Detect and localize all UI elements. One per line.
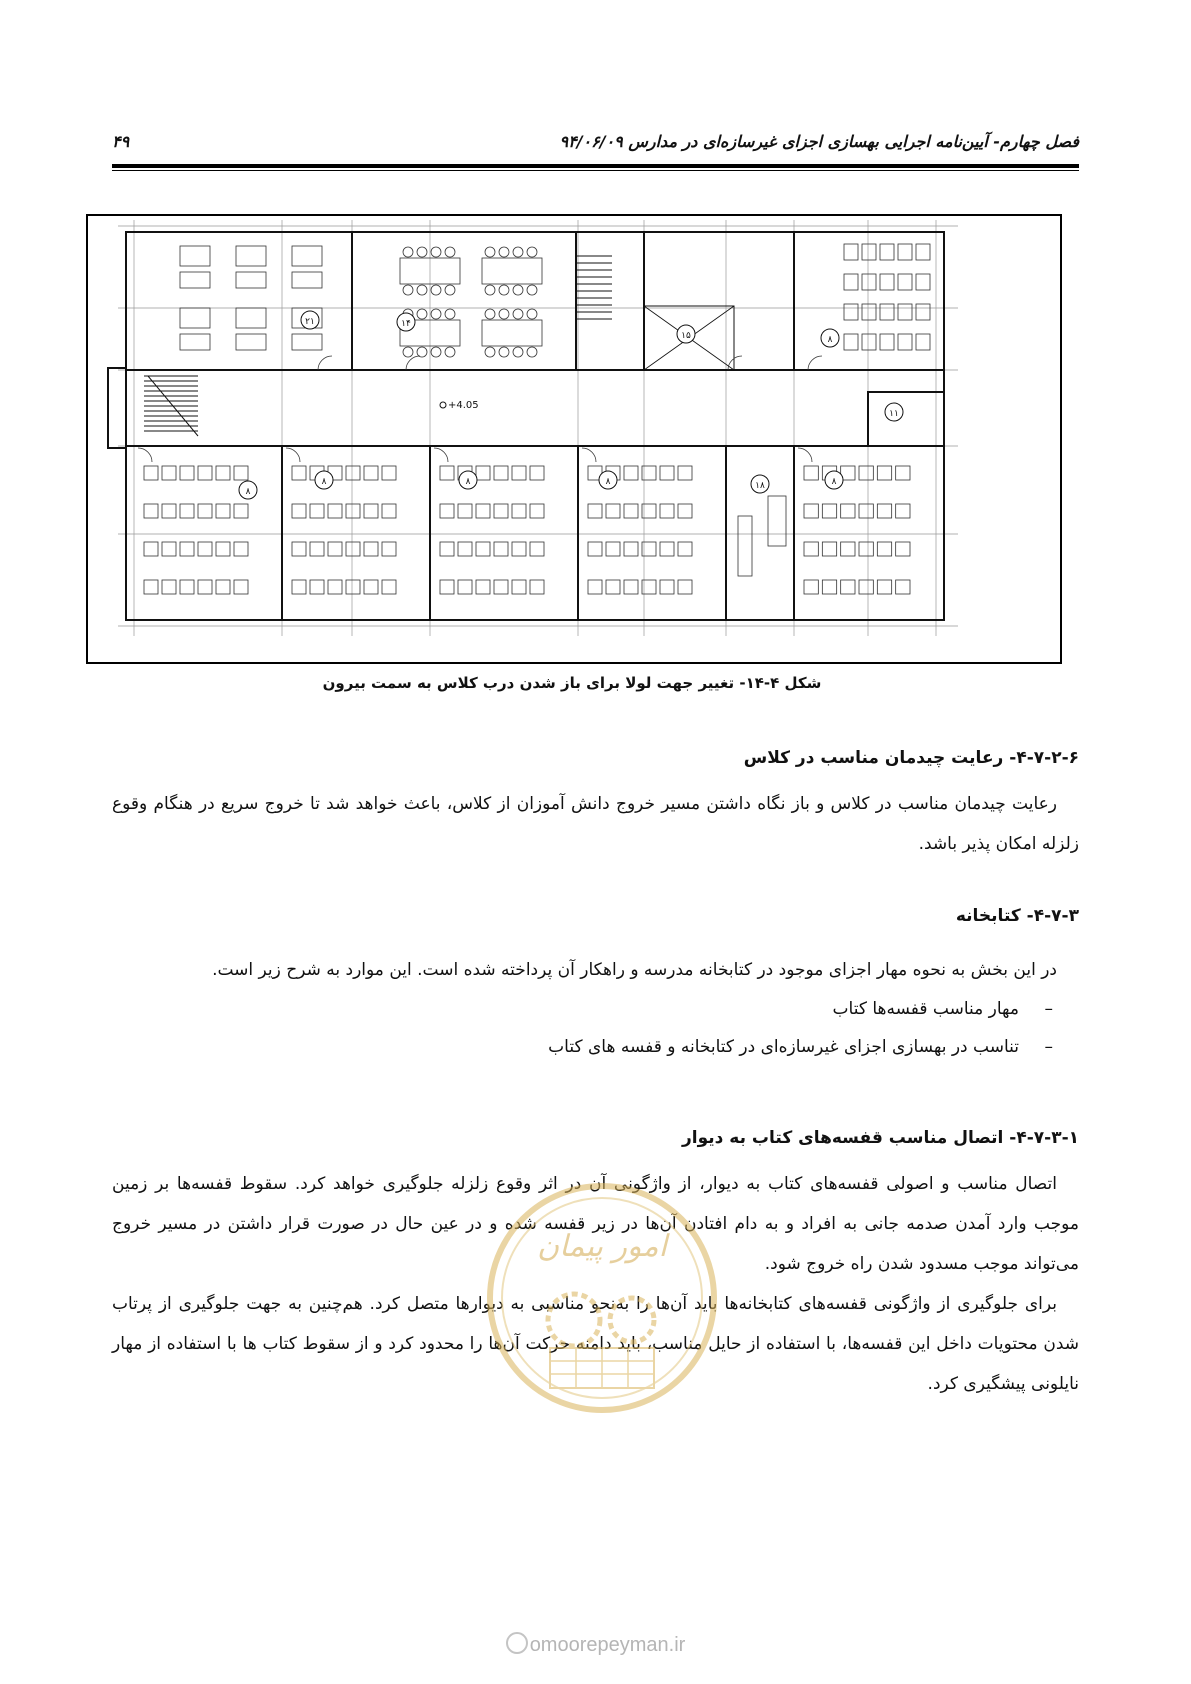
student-desk	[346, 580, 360, 594]
student-desk	[660, 542, 674, 556]
student-desk	[859, 466, 873, 480]
section-1-body	[112, 784, 1079, 864]
student-desk	[144, 466, 158, 480]
student-desk	[144, 542, 158, 556]
student-desk	[660, 466, 674, 480]
student-desk	[180, 504, 194, 518]
student-desk	[896, 580, 910, 594]
desk	[236, 246, 266, 266]
list-item-text: مهار مناسب قفسه‌ها کتاب	[832, 999, 1019, 1019]
chair	[445, 247, 455, 257]
student-desk	[896, 542, 910, 556]
section-heading: ۴-۷-۲-۶- رعایت چیدمان مناسب در کلاس	[743, 748, 1079, 768]
student-desk	[216, 466, 230, 480]
student-desk	[844, 304, 858, 320]
student-desk	[916, 274, 930, 290]
chair	[417, 347, 427, 357]
student-desk	[364, 504, 378, 518]
student-desk	[898, 244, 912, 260]
door-swing	[728, 356, 742, 370]
student-desk	[310, 504, 324, 518]
student-desk	[198, 466, 212, 480]
chair	[431, 309, 441, 319]
student-desk	[624, 542, 638, 556]
student-desk	[822, 504, 836, 518]
student-desk	[916, 244, 930, 260]
student-desk	[896, 504, 910, 518]
student-desk	[822, 580, 836, 594]
student-desk	[678, 504, 692, 518]
running-title: فصل چهارم- آیین‌نامه اجرایی بهسازی اجزای غیرسازه‌ای در مدارس ۹۴/۰۶/۰۹	[559, 132, 1079, 151]
student-desk	[844, 334, 858, 350]
student-desk	[512, 580, 526, 594]
watermark-text: omoorepeyman.ir	[529, 1634, 686, 1656]
chair	[403, 285, 413, 295]
chair	[513, 285, 523, 295]
chair	[499, 285, 509, 295]
chair	[403, 247, 413, 257]
floor-plan-drawing	[88, 216, 1060, 662]
door-swing	[808, 356, 822, 370]
student-desk	[292, 542, 306, 556]
student-desk	[859, 504, 873, 518]
section-2	[112, 906, 1079, 926]
student-desk	[880, 304, 894, 320]
page-header	[112, 128, 1079, 164]
stamp-text: امور پیمان	[537, 1229, 667, 1264]
student-desk	[476, 504, 490, 518]
student-desk	[180, 466, 194, 480]
student-desk	[859, 580, 873, 594]
student-desk	[292, 466, 306, 480]
student-desk	[660, 504, 674, 518]
door-swing	[138, 448, 152, 462]
chair	[527, 347, 537, 357]
student-desk	[804, 466, 818, 480]
door-swing	[798, 448, 812, 462]
chair	[485, 285, 495, 295]
student-desk	[292, 580, 306, 594]
door-swing	[582, 448, 596, 462]
student-desk	[678, 542, 692, 556]
student-desk	[494, 580, 508, 594]
student-desk	[530, 466, 544, 480]
student-desk	[530, 580, 544, 594]
desk	[180, 334, 210, 350]
student-desk	[678, 466, 692, 480]
section-2-body	[112, 950, 1079, 1066]
elevation-label: +4.05	[448, 400, 479, 411]
cabinet	[738, 516, 752, 576]
student-desk	[476, 580, 490, 594]
student-desk	[880, 334, 894, 350]
student-desk	[877, 466, 891, 480]
chair	[445, 285, 455, 295]
desk	[236, 334, 266, 350]
student-desk	[877, 504, 891, 518]
desk	[236, 308, 266, 328]
room-tag: ۱۱	[889, 409, 899, 419]
student-desk	[440, 466, 454, 480]
student-desk	[494, 466, 508, 480]
student-desk	[328, 580, 342, 594]
student-desk	[877, 580, 891, 594]
dash-icon: –	[1044, 1037, 1053, 1057]
student-desk	[346, 504, 360, 518]
student-desk	[606, 580, 620, 594]
door-swing	[434, 448, 448, 462]
desk	[292, 272, 322, 288]
door-swing	[318, 356, 332, 370]
floor-plan-figure	[86, 214, 1062, 664]
chair	[445, 347, 455, 357]
student-desk	[678, 580, 692, 594]
bullet-list	[112, 990, 1079, 1066]
section-3	[112, 1128, 1079, 1148]
door-swing	[286, 448, 300, 462]
student-desk	[328, 504, 342, 518]
chair	[417, 247, 427, 257]
student-desk	[862, 274, 876, 290]
dash-icon: –	[1044, 999, 1053, 1019]
chair	[485, 309, 495, 319]
student-desk	[440, 504, 454, 518]
table	[768, 496, 786, 546]
student-desk	[844, 244, 858, 260]
student-desk	[364, 542, 378, 556]
chair	[499, 309, 509, 319]
room-tag: ۲۱	[305, 317, 315, 327]
chair	[513, 247, 523, 257]
section-heading: ۴-۷-۳-۱- اتصال مناسب قفسه‌های کتاب به دیوار	[682, 1128, 1079, 1148]
student-desk	[624, 504, 638, 518]
student-desk	[144, 580, 158, 594]
list-item	[112, 990, 1079, 1028]
student-desk	[440, 580, 454, 594]
student-desk	[877, 542, 891, 556]
student-desk	[916, 334, 930, 350]
student-desk	[162, 466, 176, 480]
chair	[431, 347, 441, 357]
student-desk	[660, 580, 674, 594]
student-desk	[234, 466, 248, 480]
student-desk	[364, 580, 378, 594]
chair	[445, 309, 455, 319]
student-desk	[310, 542, 324, 556]
section-heading: ۴-۷-۳- کتابخانه	[955, 906, 1079, 926]
header-rule-thin	[112, 170, 1079, 171]
student-desk	[234, 580, 248, 594]
student-desk	[310, 580, 324, 594]
room-tag: ۸	[465, 477, 471, 487]
student-desk	[588, 504, 602, 518]
student-desk	[364, 466, 378, 480]
chair	[527, 309, 537, 319]
room-tag: ۸	[321, 477, 327, 487]
paragraph: برای جلوگیری از واژگونی قفسه‌های کتابخانه‌ها باید آن‌ها را به‌نحو مناسبی به دیوارها متصل کرد. هم‌چنین به جهت جلوگیری از پرتاب شدن محتویات داخل این قفسه‌ها، با استفاده از حایل مناسب، باید دامنه حرکت آن‌ها را محدود کرد و از سقوط کتاب ها با استفاده از مهار نایلونی پیشگیری کرد.	[112, 1294, 1079, 1394]
student-desk	[804, 504, 818, 518]
table	[482, 320, 542, 346]
desk	[292, 334, 322, 350]
student-desk	[198, 542, 212, 556]
chair	[527, 247, 537, 257]
room-tag: ۱۵	[681, 331, 691, 341]
student-desk	[234, 542, 248, 556]
student-desk	[440, 542, 454, 556]
student-desk	[624, 466, 638, 480]
student-desk	[624, 580, 638, 594]
student-desk	[804, 542, 818, 556]
student-desk	[234, 504, 248, 518]
student-desk	[512, 504, 526, 518]
room-tag: ۸	[827, 335, 833, 345]
chair	[431, 285, 441, 295]
chair	[417, 309, 427, 319]
student-desk	[382, 580, 396, 594]
paragraph: در این بخش به نحوه مهار اجزای موجود در کتابخانه مدرسه و راهکار آن پرداخته شده است. این موارد به شرح زیر است.	[212, 960, 1057, 980]
student-desk	[916, 304, 930, 320]
student-desk	[476, 542, 490, 556]
student-desk	[162, 504, 176, 518]
student-desk	[804, 580, 818, 594]
student-desk	[841, 504, 855, 518]
chair	[513, 309, 523, 319]
student-desk	[216, 542, 230, 556]
student-desk	[382, 542, 396, 556]
student-desk	[898, 274, 912, 290]
desk	[292, 246, 322, 266]
student-desk	[292, 504, 306, 518]
room-tag: ۸	[245, 487, 251, 497]
student-desk	[216, 580, 230, 594]
chair	[527, 285, 537, 295]
student-desk	[512, 542, 526, 556]
student-desk	[494, 542, 508, 556]
student-desk	[328, 542, 342, 556]
door-swing	[406, 356, 420, 370]
student-desk	[144, 504, 158, 518]
paragraph: رعایت چیدمان مناسب در کلاس و باز نگاه داشتن مسیر خروج دانش آموزان از کلاس، باعث خواهد شد تا خروج سریع در هنگام وقوع زلزله امکان پذیر باشد.	[112, 794, 1079, 854]
student-desk	[216, 504, 230, 518]
student-desk	[822, 542, 836, 556]
student-desk	[880, 274, 894, 290]
header-rule-thick	[112, 164, 1079, 168]
room-tag: ۱۴	[401, 319, 411, 329]
figure-caption: شکل ۴-۱۴- تغییر جهت لولا برای باز شدن درب کلاس به سمت بیرون	[322, 674, 822, 692]
chair	[485, 347, 495, 357]
seal-stamp-icon	[484, 1180, 720, 1416]
student-desk	[198, 504, 212, 518]
list-item-text: تناسب در بهسازی اجزای غیرسازه‌ای در کتابخانه و قفسه های کتاب	[548, 1037, 1019, 1057]
chair	[485, 247, 495, 257]
chair	[499, 347, 509, 357]
desk	[180, 246, 210, 266]
desk	[180, 272, 210, 288]
student-desk	[862, 334, 876, 350]
student-desk	[862, 304, 876, 320]
student-desk	[458, 504, 472, 518]
page-number: ۴۹	[112, 132, 130, 151]
globe-icon	[506, 1632, 528, 1654]
chair	[431, 247, 441, 257]
chair	[403, 347, 413, 357]
student-desk	[880, 244, 894, 260]
chair	[499, 247, 509, 257]
student-desk	[162, 580, 176, 594]
student-desk	[862, 244, 876, 260]
desk	[236, 272, 266, 288]
student-desk	[180, 580, 194, 594]
paragraph: اتصال مناسب و اصولی قفسه‌های کتاب به دیوار، از واژگونی آن در اثر وقوع زلزله جلوگیری خواهد کرد. سقوط قفسه‌ها بر زمین موجب وارد آمدن صدمه جانی به افراد و به دام افتادن آن‌ها در زیر قفسه شده و در عین حال در صورت قرار داشتن در مسیر خروج می‌تواند موجب مسدود شدن راه خروج شود.	[112, 1174, 1079, 1274]
list-item	[112, 1028, 1079, 1066]
student-desk	[530, 504, 544, 518]
chair	[417, 285, 427, 295]
student-desk	[382, 504, 396, 518]
student-desk	[844, 274, 858, 290]
student-desk	[476, 466, 490, 480]
student-desk	[458, 580, 472, 594]
student-desk	[494, 504, 508, 518]
student-desk	[198, 580, 212, 594]
elevation-marker	[440, 402, 446, 408]
student-desk	[346, 542, 360, 556]
student-desk	[162, 542, 176, 556]
student-desk	[512, 466, 526, 480]
student-desk	[382, 466, 396, 480]
student-desk	[859, 542, 873, 556]
student-desk	[458, 542, 472, 556]
student-desk	[346, 466, 360, 480]
student-desk	[588, 542, 602, 556]
room-tag: ۱۸	[755, 481, 765, 491]
room-tag: ۸	[605, 477, 611, 487]
student-desk	[898, 334, 912, 350]
room-tag: ۸	[831, 477, 837, 487]
student-desk	[606, 504, 620, 518]
desk	[180, 308, 210, 328]
student-desk	[606, 542, 620, 556]
student-desk	[841, 542, 855, 556]
site-watermark	[0, 1632, 1191, 1657]
student-desk	[530, 542, 544, 556]
student-desk	[896, 466, 910, 480]
student-desk	[588, 580, 602, 594]
student-desk	[841, 580, 855, 594]
student-desk	[898, 304, 912, 320]
chair	[513, 347, 523, 357]
student-desk	[180, 542, 194, 556]
section-1	[112, 748, 1079, 768]
table	[482, 258, 542, 284]
